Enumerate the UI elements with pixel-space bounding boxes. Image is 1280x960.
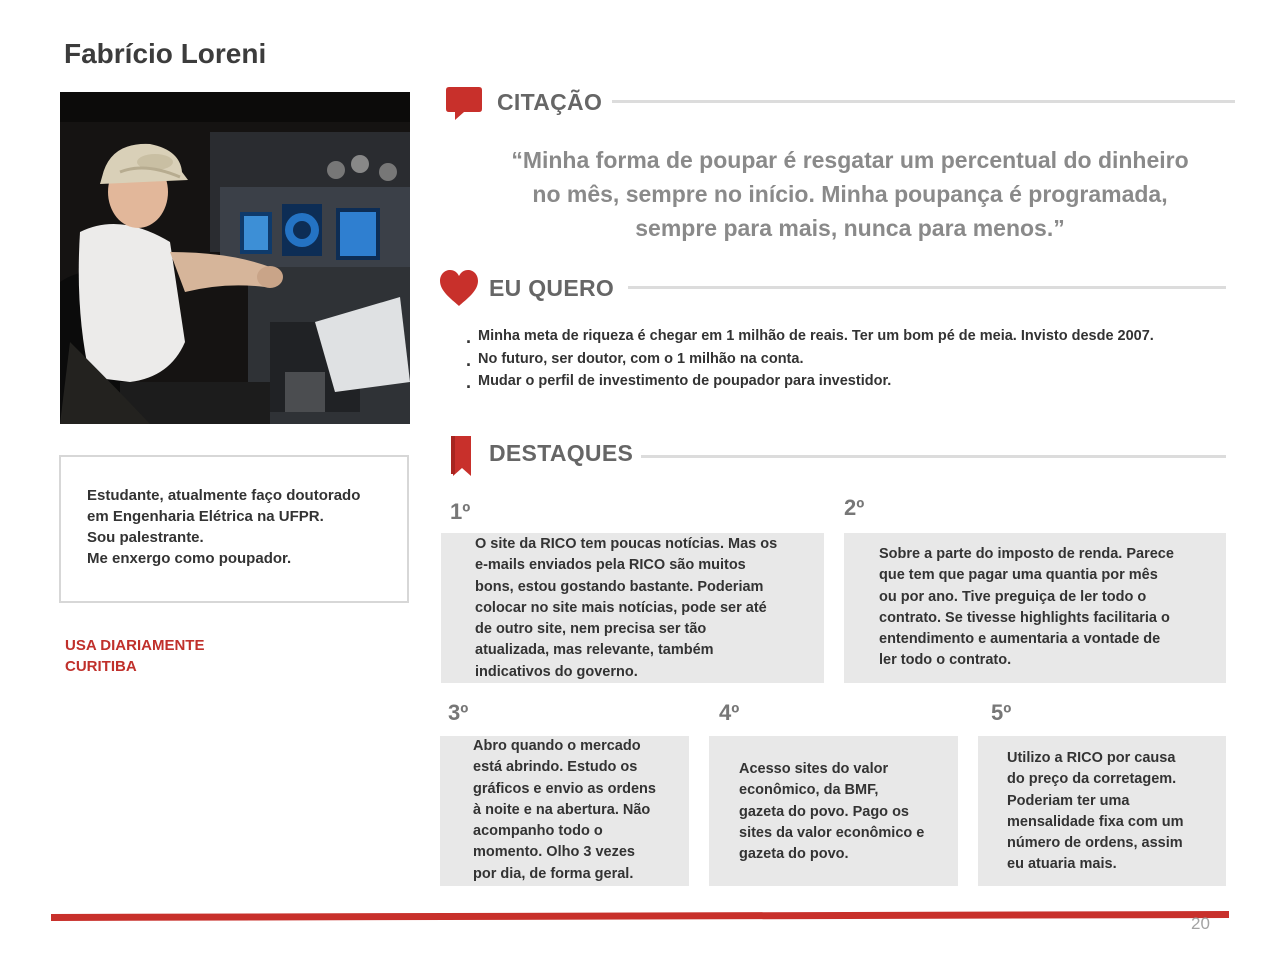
highlight-line: Acesso sites do valor — [739, 761, 889, 777]
highlight-rank-1: 1º — [450, 499, 471, 524]
want-text: No futuro, ser doutor, com o 1 milhão na conta. — [478, 350, 804, 367]
highlight-box-3 — [440, 736, 689, 886]
highlight-line: bons, estou gostando bastante. Poderiam — [475, 578, 764, 595]
highlight-line: eu atuaria mais. — [1007, 856, 1117, 873]
quote-text — [470, 143, 1230, 245]
page-number: 20 — [1191, 914, 1210, 933]
highlights-divider — [641, 455, 1226, 458]
bullet-dot: . — [466, 349, 472, 370]
highlight-line: atualizada, mas relevante, também — [475, 642, 714, 659]
persona-name: Fabrício Loreni — [64, 38, 267, 69]
speech-bubble-icon — [446, 87, 482, 126]
highlight-line: está abrindo. Estudo os — [473, 759, 638, 776]
highlight-line: por dia, de forma geral. — [473, 865, 634, 882]
bookmark-icon — [451, 436, 473, 481]
highlight-line: número de ordens, assim — [1007, 835, 1183, 852]
highlight-line: de outro site, nem precisa ser tão — [475, 621, 707, 638]
highlight-line: do preço da corretagem. — [1007, 771, 1177, 788]
bullet-dot: . — [466, 372, 472, 392]
quote-line: no mês, sempre no início. Minha poupança é programada, — [532, 181, 1168, 207]
highlight-rank-5: 5º — [991, 700, 1012, 725]
highlight-line: colocar no site mais notícias, pode ser até — [475, 599, 767, 616]
wants-divider — [628, 286, 1226, 289]
highlight-line: à noite e na abertura. Não — [473, 801, 651, 818]
highlight-line: que tem que pagar uma quantia por mês — [879, 567, 1158, 584]
highlight-line: gráficos e envio as ordens — [473, 780, 656, 797]
highlight-line: econômico, da BMF, — [739, 782, 879, 799]
want-text: Mudar o perfil de investimento de poupador para investidor. — [478, 373, 892, 389]
bio-line: Me enxergo como poupador. — [87, 550, 292, 567]
persona-photo — [60, 92, 410, 424]
usage-info — [65, 635, 204, 677]
highlight-rank-3: 3º — [448, 700, 469, 725]
footer-accent-bar — [51, 908, 1229, 918]
bio-line: Estudante, atualmente faço doutorado — [87, 487, 361, 504]
highlight-line: ler todo o contrato. — [879, 652, 1012, 669]
want-text: Minha meta de riqueza é chegar em 1 milhão de reais. Ter um bom pé de meia. Invisto desde 2007. — [478, 328, 1154, 344]
quote-line: sempre para mais, nunca para menos.” — [635, 215, 1065, 241]
highlight-box-2 — [844, 533, 1226, 683]
highlight-line: ou por ano. Tive preguiça de ler todo o — [879, 588, 1147, 605]
highlight-line: entendimento e aumentaria a vontade de — [879, 631, 1161, 648]
bio-line: em Engenharia Elétrica na UFPR. — [87, 508, 324, 525]
highlight-line: e-mails enviados pela RICO são muitos — [475, 557, 746, 574]
highlights-section-title: DESTAQUES — [489, 440, 634, 466]
highlight-line: Sobre a parte do imposto de renda. Parece — [879, 546, 1174, 562]
list-item — [466, 349, 1154, 372]
highlight-box-4 — [709, 736, 958, 886]
highlight-box-5 — [978, 736, 1226, 886]
highlight-line: Utilizo a RICO por causa — [1007, 750, 1176, 766]
usage-city: CURITIBA — [65, 658, 137, 675]
highlight-line: acompanho todo o — [473, 823, 603, 840]
quote-section-title: CITAÇÃO — [497, 89, 603, 115]
highlight-line: O site da RICO tem poucas notícias. Mas os — [475, 536, 778, 552]
highlight-line: indicativos do governo. — [475, 663, 638, 680]
bio-line: Sou palestrante. — [87, 529, 204, 546]
highlight-rank-4: 4º — [719, 700, 740, 725]
highlight-line: gazeta do povo. — [739, 846, 849, 863]
highlight-line: Poderiam ter uma — [1007, 792, 1130, 809]
highlight-rank-2: 2º — [844, 495, 865, 520]
wants-list — [466, 326, 1154, 394]
wants-section-title: EU QUERO — [489, 275, 615, 301]
highlight-line: sites da valor econômico e — [739, 824, 925, 841]
list-item — [466, 326, 1154, 349]
bullet-dot: . — [466, 327, 472, 347]
persona-bio — [59, 455, 409, 603]
highlight-line: mensalidade fixa com um — [1007, 813, 1184, 830]
list-item — [466, 371, 1154, 394]
highlight-line: gazeta do povo. Pago os — [739, 803, 909, 820]
quote-line: “Minha forma de poupar é resgatar um percentual do dinheiro — [511, 147, 1189, 173]
highlight-box-1 — [441, 533, 824, 683]
heart-icon — [440, 270, 478, 313]
highlight-line: contrato. Se tivesse highlights facilitaria o — [879, 609, 1170, 626]
highlight-line: Abro quando o mercado — [473, 738, 641, 754]
highlight-line: momento. Olho 3 vezes — [473, 844, 635, 861]
usage-frequency: USA DIARIAMENTE — [65, 637, 205, 654]
quote-divider — [612, 100, 1235, 103]
